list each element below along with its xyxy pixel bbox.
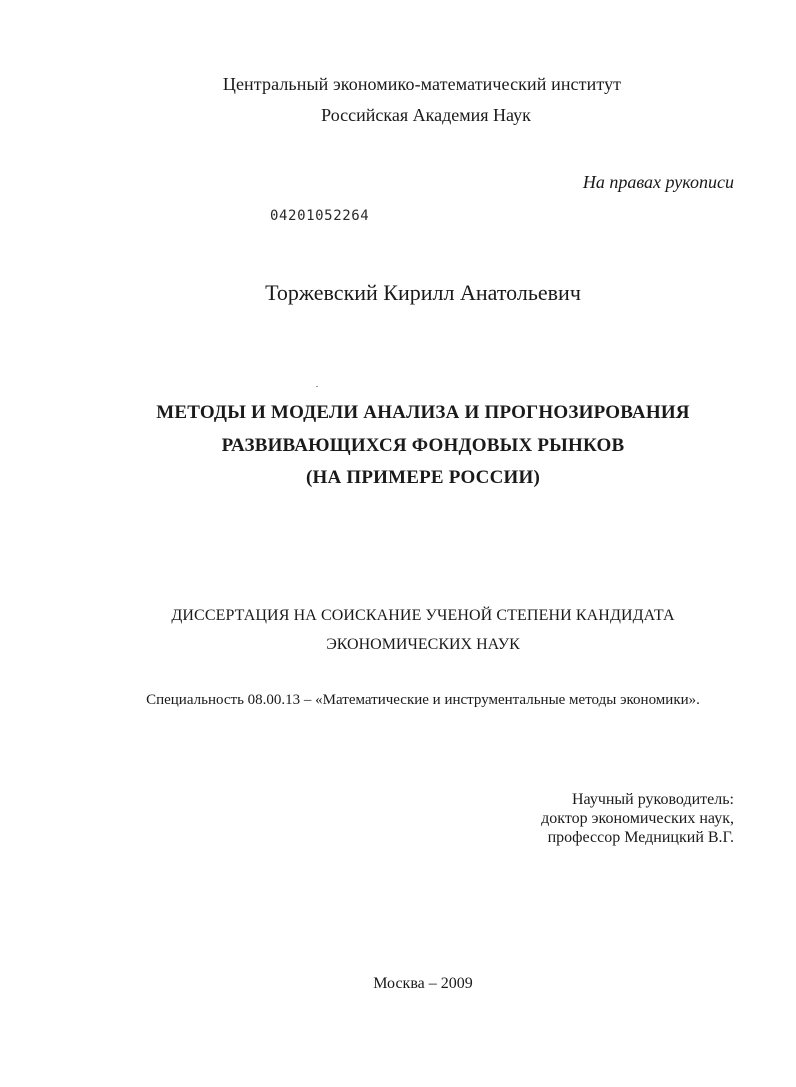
thesis-title-line-3: (НА ПРИМЕРЕ РОССИИ) bbox=[305, 467, 540, 488]
manuscript-note: На правах рукописи bbox=[582, 172, 734, 192]
degree-statement-line-1: ДИССЕРТАЦИЯ НА СОИСКАНИЕ УЧЕНОЙ СТЕПЕНИ КАНДИДАТА bbox=[171, 607, 675, 624]
catalog-number: 04201052264 bbox=[270, 208, 370, 224]
thesis-title-line-2: РАЗВИВАЮЩИХСЯ ФОНДОВЫХ РЫНКОВ bbox=[221, 435, 625, 456]
specialty-line: Специальность 08.00.13 – «Математические и инструментальные методы экономики». bbox=[146, 692, 700, 708]
academy-name: Российская Академия Наук bbox=[321, 105, 531, 125]
thesis-title-line-1: МЕТОДЫ И МОДЕЛИ АНАЛИЗА И ПРОГНОЗИРОВАНИЯ bbox=[156, 402, 690, 423]
advisor-name: профессор Медницкий В.Г. bbox=[547, 829, 734, 846]
city-year: Москва – 2009 bbox=[373, 975, 473, 992]
advisor-degree: доктор экономических наук, bbox=[541, 810, 734, 827]
scan-speck bbox=[316, 386, 318, 387]
degree-statement-line-2: ЭКОНОМИЧЕСКИХ НАУК bbox=[326, 636, 520, 653]
advisor-role: Научный руководитель: bbox=[571, 791, 734, 808]
institute-name: Центральный экономико-математический институт bbox=[222, 74, 622, 94]
author-name: Торжевский Кирилл Анатольевич bbox=[265, 280, 581, 305]
